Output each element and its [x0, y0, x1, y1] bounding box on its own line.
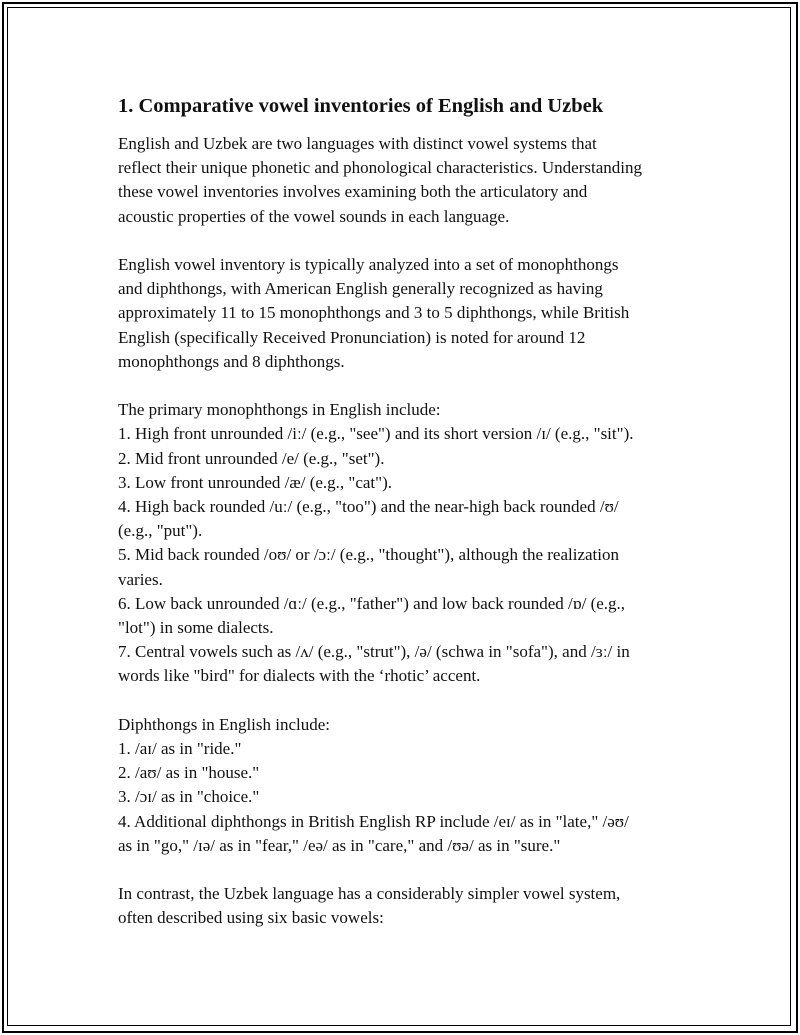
text-line: 4. High back rounded /uː/ (e.g., "too") and the near-high back rounded /ʊ/ — [118, 497, 619, 517]
paragraph — [118, 882, 698, 930]
text-line: as in "go," /ɪə/ as in "fear," /eə/ as in "care," and /ʊə/ as in "sure." — [118, 835, 561, 855]
text-line: 4. Additional diphthongs in British English RP include /eɪ/ as in "late," /əʊ/ — [118, 811, 629, 831]
text-line: 7. Central vowels such as /ʌ/ (e.g., "strut"), /ə/ (schwa in "sofa"), and /ɜː/ in — [118, 642, 630, 662]
text-line: 3. /ɔɪ/ as in "choice." — [118, 787, 260, 807]
text-line: 1. High front unrounded /iː/ (e.g., "see") and its short version /ɪ/ (e.g., "sit"). — [118, 424, 634, 444]
paragraph — [118, 132, 698, 229]
section-heading: 1. Comparative vowel inventories of English and Uzbek — [118, 95, 604, 117]
text-line: acoustic properties of the vowel sounds in each language. — [118, 206, 510, 226]
text-line: 3. Low front unrounded /æ/ (e.g., "cat"). — [118, 472, 393, 492]
text-line: The primary monophthongs in English include: — [118, 400, 441, 420]
text-line: English vowel inventory is typically analyzed into a set of monophthongs — [118, 255, 619, 274]
text-line: 1. /aɪ/ as in "ride." — [118, 739, 242, 759]
document-body — [118, 92, 698, 955]
text-line: English (specifically Received Pronunciation) is noted for around 12 — [118, 327, 586, 347]
text-line: these vowel inventories involves examining both the articulatory and — [118, 182, 588, 202]
text-line: often described using six basic vowels: — [118, 908, 384, 928]
text-line: approximately 11 to 15 monophthongs and 3 to 5 diphthongs, while British — [118, 303, 630, 323]
text-line: 2. /aʊ/ as in "house." — [118, 763, 260, 783]
text-line: 2. Mid front unrounded /e/ (e.g., "set"). — [118, 448, 385, 468]
text-line: "lot") in some dialects. — [118, 618, 274, 638]
text-line: varies. — [118, 569, 163, 589]
paragraph — [118, 398, 698, 688]
text-line: (e.g., "put"). — [118, 521, 203, 541]
text-line: In contrast, the Uzbek language has a considerably simpler vowel system, — [118, 884, 621, 904]
text-line: words like "bird" for dialects with the ‘rhotic’ accent. — [118, 666, 481, 686]
text-line: Diphthongs in English include: — [118, 714, 331, 734]
text-line: reflect their unique phonetic and phonological characteristics. Understanding — [118, 158, 642, 178]
text-line: monophthongs and 8 diphthongs. — [118, 351, 345, 371]
text-line: 5. Mid back rounded /oʊ/ or /ɔː/ (e.g., "thought"), although the realization — [118, 545, 619, 565]
paragraph — [118, 253, 698, 374]
text-line: 6. Low back unrounded /ɑː/ (e.g., "father") and low back rounded /ɒ/ (e.g., — [118, 593, 626, 613]
text-line: English and Uzbek are two languages with distinct vowel systems that — [118, 134, 597, 153]
paragraph-container — [118, 132, 698, 931]
paragraph — [118, 713, 698, 858]
text-line: and diphthongs, with American English generally recognized as having — [118, 279, 603, 299]
